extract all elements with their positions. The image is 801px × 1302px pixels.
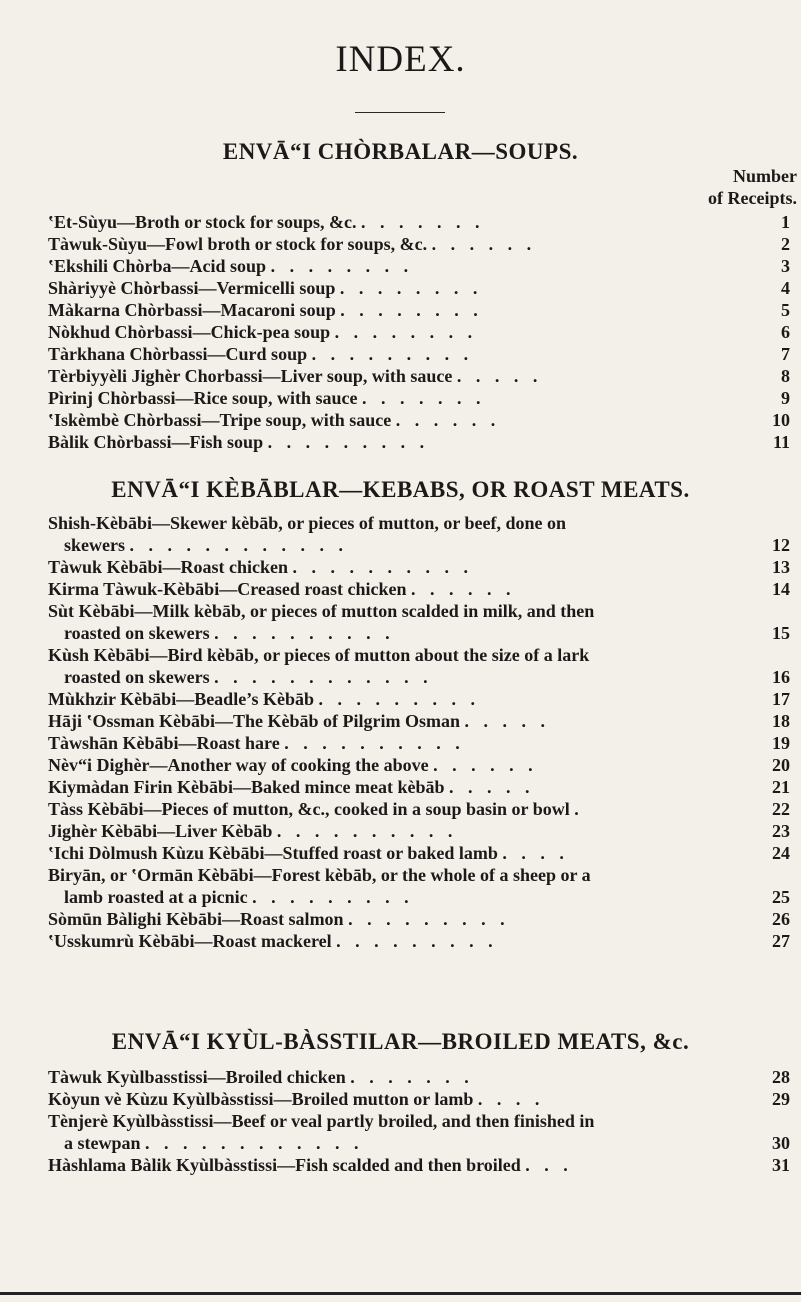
- receipt-number: 31: [772, 1155, 790, 1175]
- receipt-number: 30: [772, 1133, 790, 1153]
- index-entry: [48, 908, 790, 930]
- entry-leader-dots: . . . . . . . .: [340, 300, 483, 320]
- receipt-number: 8: [781, 366, 790, 386]
- entry-text: ʽIskèmbè Chòrbassi—Tripe soup, with sauce: [48, 410, 392, 430]
- receipt-number: 2: [781, 234, 790, 254]
- entry-leader-dots: . . . . . .: [431, 234, 537, 254]
- receipt-number: 9: [781, 388, 790, 408]
- receipt-number: 6: [781, 322, 790, 342]
- receipt-number: 26: [772, 909, 790, 929]
- entry-text: Nòkhud Chòrbassi—Chick-pea soup: [48, 322, 331, 342]
- entry-text: Tàwuk Kyùlbasstissi—Broiled chicken: [48, 1067, 346, 1087]
- entry-text: Tàwshān Kèbābi—Roast hare: [48, 733, 280, 753]
- entry-text: ʽIchi Dòlmush Kùzu Kèbābi—Stuffed roast or baked lamb: [48, 843, 498, 863]
- section-heading-broiled: ENVĀ“I KYÙL-BÀSSTILAR—BROILED MEATS, &c.: [111, 1029, 690, 1054]
- entry-text: skewers: [64, 535, 125, 555]
- entry-leader-dots: . . . . . . . . . .: [284, 733, 465, 753]
- receipt-number: 21: [772, 777, 790, 797]
- entry-leader-dots: .: [574, 799, 584, 819]
- receipt-number: 29: [772, 1089, 790, 1109]
- index-entry: [48, 666, 790, 688]
- receipt-number: 1: [781, 212, 790, 232]
- receipt-number: 22: [772, 799, 790, 819]
- entry-leader-dots: . . .: [525, 1155, 573, 1175]
- index-entry: [48, 622, 790, 644]
- entry-leader-dots: . . . . . .: [411, 579, 516, 599]
- section-heading-kebabs: ENVĀ“I KÈBĀBLAR—KEBABS, OR ROAST MEATS.: [111, 477, 690, 502]
- receipt-number: 11: [772, 432, 790, 452]
- receipt-number: 25: [772, 887, 790, 907]
- entry-text: ʽEt-Sùyu—Broth or stock for soups, &c.: [48, 212, 357, 232]
- entry-leader-dots: . . . . . . . . . .: [214, 623, 395, 643]
- index-entry: [48, 930, 790, 952]
- entry-text: Màkarna Chòrbassi—Macaroni soup: [48, 300, 336, 320]
- index-entry: [48, 431, 790, 453]
- entry-text: Tèrbiyyèli Jighèr Chorbassi—Liver soup, with sauce: [48, 366, 453, 386]
- index-entry: [48, 820, 790, 842]
- entry-text: lamb roasted at a picnic: [64, 887, 248, 907]
- entry-leader-dots: . . . . . . .: [362, 388, 486, 408]
- index-entry: [48, 1154, 790, 1176]
- index-entry: [48, 600, 790, 622]
- entry-leader-dots: . . . . . . . . .: [348, 909, 510, 929]
- entry-leader-dots: . . . . . . .: [361, 212, 485, 232]
- receipt-number: 19: [772, 733, 790, 753]
- index-entry: [48, 299, 790, 321]
- index-entry: [48, 211, 790, 233]
- receipt-number: 15: [772, 623, 790, 643]
- receipt-number: 12: [772, 535, 790, 555]
- index-entry: [48, 1110, 790, 1132]
- receipt-number: 16: [772, 667, 790, 687]
- entry-leader-dots: . . . . . . . . .: [336, 931, 498, 951]
- entry-leader-dots: . . . .: [502, 843, 569, 863]
- entry-text: Kirma Tàwuk-Kèbābi—Creased roast chicken: [48, 579, 407, 599]
- receipt-number: 24: [772, 843, 790, 863]
- entry-text: Kòyun vè Kùzu Kyùlbàsstissi—Broiled mutton or lamb: [48, 1089, 474, 1109]
- receipt-number: 10: [772, 410, 790, 430]
- index-entry: [48, 732, 790, 754]
- entry-text: Pìrinj Chòrbassi—Rice soup, with sauce: [48, 388, 358, 408]
- receipt-number: 27: [772, 931, 790, 951]
- entry-leader-dots: . . . . . . . . . .: [276, 821, 458, 841]
- entry-leader-dots: . . . . .: [449, 777, 535, 797]
- receipt-number: 7: [781, 344, 790, 364]
- receipt-number: 5: [781, 300, 790, 320]
- entry-text: ʽUsskumrù Kèbābi—Roast mackerel: [48, 931, 332, 951]
- entry-text: Sùt Kèbābi—Milk kèbāb, or pieces of mutton scalded in milk, and then: [48, 601, 595, 621]
- entry-leader-dots: . . . . . .: [433, 755, 538, 775]
- index-entry: [48, 688, 790, 710]
- entry-leader-dots: . . . . . . .: [350, 1067, 474, 1087]
- entry-leader-dots: . . . . . . . . . .: [292, 557, 474, 577]
- entry-text: Tàwuk Kèbābi—Roast chicken: [48, 557, 289, 577]
- receipt-number: 17: [772, 689, 790, 709]
- receipt-number: 18: [772, 711, 790, 731]
- entry-text: Bàlik Chòrbassi—Fish soup: [48, 432, 264, 452]
- index-entry: [48, 776, 790, 798]
- entry-text: Biryān, or ʽOrmān Kèbābi—Forest kèbāb, or the whole of a sheep or a: [48, 865, 591, 885]
- entry-leader-dots: . . . . . . . . .: [318, 689, 481, 709]
- index-entry: [48, 233, 790, 255]
- index-entry: [48, 321, 790, 343]
- entry-text: Kiymàdan Firin Kèbābi—Baked mince meat kèbāb: [48, 777, 445, 797]
- receipt-number: 13: [772, 557, 790, 577]
- entry-leader-dots: . . . . . . . .: [270, 256, 414, 276]
- section-heading-soups: ENVĀ“I CHÒRBALAR—SOUPS.: [222, 139, 579, 164]
- index-entry: [48, 512, 790, 534]
- receipt-number: 23: [772, 821, 790, 841]
- entry-text: Tènjerè Kyùlbàsstissi—Beef or veal partly broiled, and then finished in: [48, 1111, 595, 1131]
- column-header-line1: Number: [733, 166, 797, 186]
- receipt-number: 4: [781, 278, 790, 298]
- index-entry: [48, 798, 790, 820]
- index-entry: [48, 365, 790, 387]
- column-header-line2: of Receipts.: [708, 188, 797, 208]
- entry-text: Nèv“i Dighèr—Another way of cooking the above: [48, 755, 429, 775]
- entry-text: Shàriyyè Chòrbassi—Vermicelli soup: [48, 278, 336, 298]
- index-entry: [48, 710, 790, 732]
- index-entry: [48, 578, 790, 600]
- title-rule: [355, 112, 445, 113]
- index-entry: [48, 1088, 790, 1110]
- entry-text: a stewpan: [64, 1133, 141, 1153]
- entry-text: ʽEkshili Chòrba—Acid soup: [48, 256, 267, 276]
- index-entry: [48, 644, 790, 666]
- entry-text: Tàwuk-Sùyu—Fowl broth or stock for soups, &c.: [48, 234, 428, 254]
- entry-leader-dots: . . . .: [477, 1089, 545, 1109]
- receipt-number: 14: [772, 579, 790, 599]
- index-entry: [48, 864, 790, 886]
- entry-text: roasted on skewers: [64, 623, 210, 643]
- index-entry: [48, 534, 790, 556]
- entry-text: Shish-Kèbābi—Skewer kèbāb, or pieces of mutton, or beef, done on: [48, 513, 567, 533]
- entry-text: Tàrkhana Chòrbassi—Curd soup: [48, 344, 308, 364]
- index-entry: [48, 255, 790, 277]
- index-entry: [48, 842, 790, 864]
- entry-leader-dots: . . . . . . . .: [334, 322, 478, 342]
- index-entry: [48, 1132, 790, 1154]
- entry-text: Tàss Kèbābi—Pieces of mutton, &c., cooked in a soup basin or bowl: [48, 799, 570, 819]
- entry-leader-dots: . . . . . . . . . . . .: [214, 667, 433, 687]
- entry-leader-dots: . . . . . . . . . . . .: [145, 1133, 364, 1153]
- entry-leader-dots: . . . . . .: [395, 410, 501, 430]
- entry-text: Sòmūn Bàlighi Kèbābi—Roast salmon: [48, 909, 344, 929]
- index-entry: [48, 387, 790, 409]
- index-entry: [48, 754, 790, 776]
- entry-leader-dots: . . . . . . . . .: [252, 887, 414, 907]
- index-entry: [48, 556, 790, 578]
- broiled-list: [48, 1066, 790, 1176]
- entry-text: Kùsh Kèbābi—Bird kèbāb, or pieces of mutton about the size of a lark: [48, 645, 590, 665]
- entry-leader-dots: . . . . . . . . . . . .: [129, 535, 348, 555]
- entry-text: Hāji ʽOssman Kèbābi—The Kèbāb of Pilgrim Osman: [48, 711, 461, 731]
- index-entry: [48, 409, 790, 431]
- entry-text: roasted on skewers: [64, 667, 210, 687]
- entry-text: Hàshlama Bàlik Kyùlbàsstissi—Fish scalded and then broiled: [48, 1155, 521, 1175]
- entry-leader-dots: . . . . . . . . .: [311, 344, 474, 364]
- soups-list: [48, 211, 790, 453]
- entry-leader-dots: . . . . . . . .: [339, 278, 483, 298]
- index-entry: [48, 277, 790, 299]
- receipt-number: 20: [772, 755, 790, 775]
- entry-leader-dots: . . . . .: [464, 711, 551, 731]
- entry-text: Mùkhzir Kèbābi—Beadle’s Kèbāb: [48, 689, 315, 709]
- index-entry: [48, 1066, 790, 1088]
- entry-leader-dots: . . . . .: [456, 366, 543, 386]
- bottom-rule: [0, 1292, 801, 1295]
- page-title: INDEX.: [335, 39, 466, 80]
- kebabs-list: [48, 512, 790, 952]
- entry-leader-dots: . . . . . . . . .: [267, 432, 430, 452]
- receipt-number: 28: [772, 1067, 790, 1087]
- column-header: [708, 165, 797, 209]
- entry-text: Jighèr Kèbābi—Liver Kèbāb: [48, 821, 273, 841]
- receipt-number: 3: [781, 256, 790, 276]
- index-entry: [48, 343, 790, 365]
- index-entry: [48, 886, 790, 908]
